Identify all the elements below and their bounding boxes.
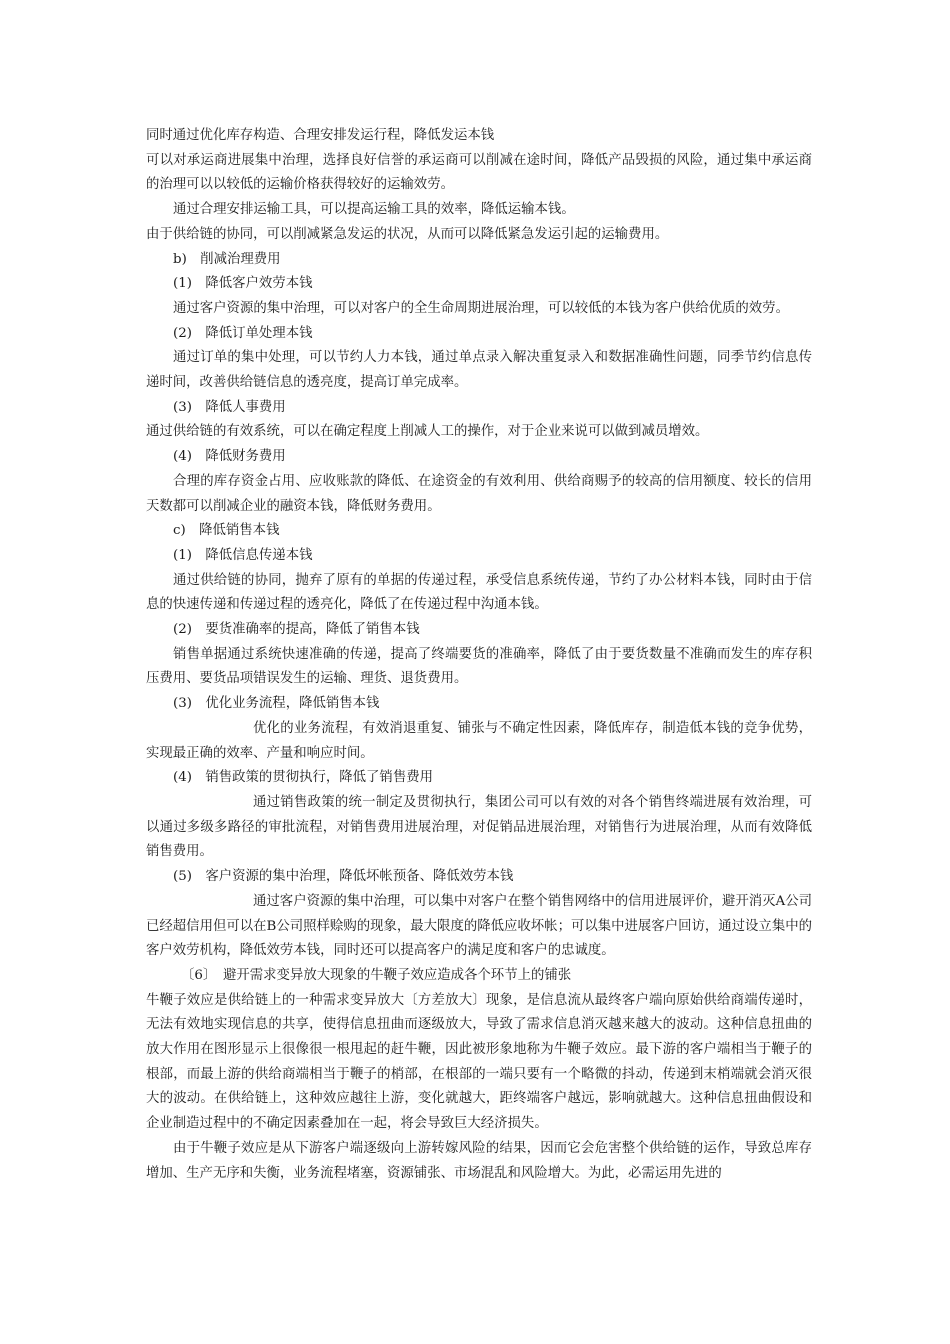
item-heading: (5) 客户资源的集中治理，降低坏帐预备、降低效劳本钱 [173,869,514,885]
paragraph: 通过供给链的协同，抛弃了原有的单据的传递过程，承受信息系统传递，节约了办公材料本钱，同时由于信息的快速传递和传递过程的透亮化，降低了在传递过程中沟通本钱。 [146,572,812,613]
item-heading: (4) 降低财务费用 [173,449,286,465]
paragraph: 通过销售政策的统一制定及贯彻执行，集团公司可以有效的对各个销售终端进展有效治理，可以通过多级多路径的审批流程，对销售费用进展治理，对促销品进展治理，对销售行为进展治理，从而有效降低销售费用。 [146,794,812,860]
item-heading: (1) 降低信息传递本钱 [173,547,313,563]
paragraph: 牛鞭子效应是供给链上的一种需求变异放大〔方差放大〕现象，是信息流从最终客户端向原始供给商端传递时，无法有效地实现信息的共享，使得信息扭曲而逐级放大，导致了需求信息消灭越来越大的波动。这种信息扭曲的放大作用在图形显示上很像很一根甩起的赶牛鞭，因此被形象地称为牛鞭子效应。最下游的客户端相当于鞭子的根部，而最上游的供给商端相当于鞭子的梢部，在根部的一端只要有一个略微的抖动，传递到末梢端就会消灭很大的波动。在供给链上，这种效应越往上游，变化就越大，距终端客户越远，影响就越大。这种信息扭曲假设和企业制造过程中的不确定因素叠加在一起，将会导致巨大经济损失。 [146,992,812,1132]
paragraph: 可以对承运商进展集中治理，选择良好信誉的承运商可以削减在途时间，降低产品毁损的风险，通过集中承运商的治理可以以较低的运输价格获得较好的运输效劳。 [146,152,812,193]
paragraph: 优化的业务流程，有效消退重复、铺张与不确定性因素，降低库存，制造低本钱的竞争优势，实现最正确的效率、产量和响应时间。 [146,720,812,761]
paragraph: 由于牛鞭子效应是从下游客户端逐级向上游转嫁风险的结果，因而它会危害整个供给链的运作，导致总库存增加、生产无序和失衡，业务流程堵塞，资源铺张、市场混乱和风险增大。为此，必需运用先进的 [146,1140,812,1181]
paragraph: 由于供给链的协同，可以削减紧急发运的状况，从而可以降低紧急发运引起的运输费用。 [146,226,669,242]
item-heading: (3) 优化业务流程，降低销售本钱 [173,696,380,712]
item-heading: (3) 降低人事费用 [173,399,286,415]
paragraph: 通过客户资源的集中治理，可以集中对客户在整个销售网络中的信用进展评价，避开消灭A公司已经超信用但可以在B公司照样赊购的现象，最大限度的降低应收坏帐；可以集中进展客户回访，通过设立集中的客户效劳机构，降低效劳本钱，同时还可以提高客户的满足度和客户的忠诚度。 [146,893,812,959]
section-heading: c) 降低销售本钱 [173,523,280,539]
item-heading: (4) 销售政策的贯彻执行，降低了销售费用 [173,770,433,786]
paragraph: 合理的库存资金占用、应收账款的降低、在途资金的有效利用、供给商赐予的较高的信用额度、较长的信用天数都可以削减企业的融资本钱，降低财务费用。 [146,473,812,514]
section-heading: b) 削减治理费用 [173,251,281,267]
paragraph: 同时通过优化库存构造、合理安排发运行程，降低发运本钱 [146,128,495,143]
item-heading: (1) 降低客户效劳本钱 [173,276,313,292]
paragraph: 销售单据通过系统快速准确的传递，提高了终端要货的准确率，降低了由于要货数量不准确而发生的库存积压费用、要货品项错误发生的运输、理货、退货费用。 [146,646,812,687]
item-heading: 〔6〕 避开需求变异放大现象的牛鞭子效应造成各个环节上的铺张 [181,967,572,983]
paragraph: 通过客户资源的集中治理，可以对客户的全生命周期进展治理，可以较低的本钱为客户供给优质的效劳。 [173,300,789,316]
paragraph: 通过供给链的有效系统，可以在确定程度上削减人工的操作，对于企业来说可以做到减员增效。 [146,424,709,440]
item-heading: (2) 降低订单处理本钱 [173,325,313,341]
item-heading: (2) 要货准确率的提高，降低了销售本钱 [173,622,420,638]
paragraph: 通过订单的集中处理，可以节约人力本钱，通过单点录入解决重复录入和数据准确性问题，同季节约信息传递时间，改善供给链信息的透亮度，提高订单完成率。 [146,350,812,391]
paragraph: 通过合理安排运输工具，可以提高运输工具的效率，降低运输本钱。 [173,202,575,218]
document-body [146,124,812,1186]
